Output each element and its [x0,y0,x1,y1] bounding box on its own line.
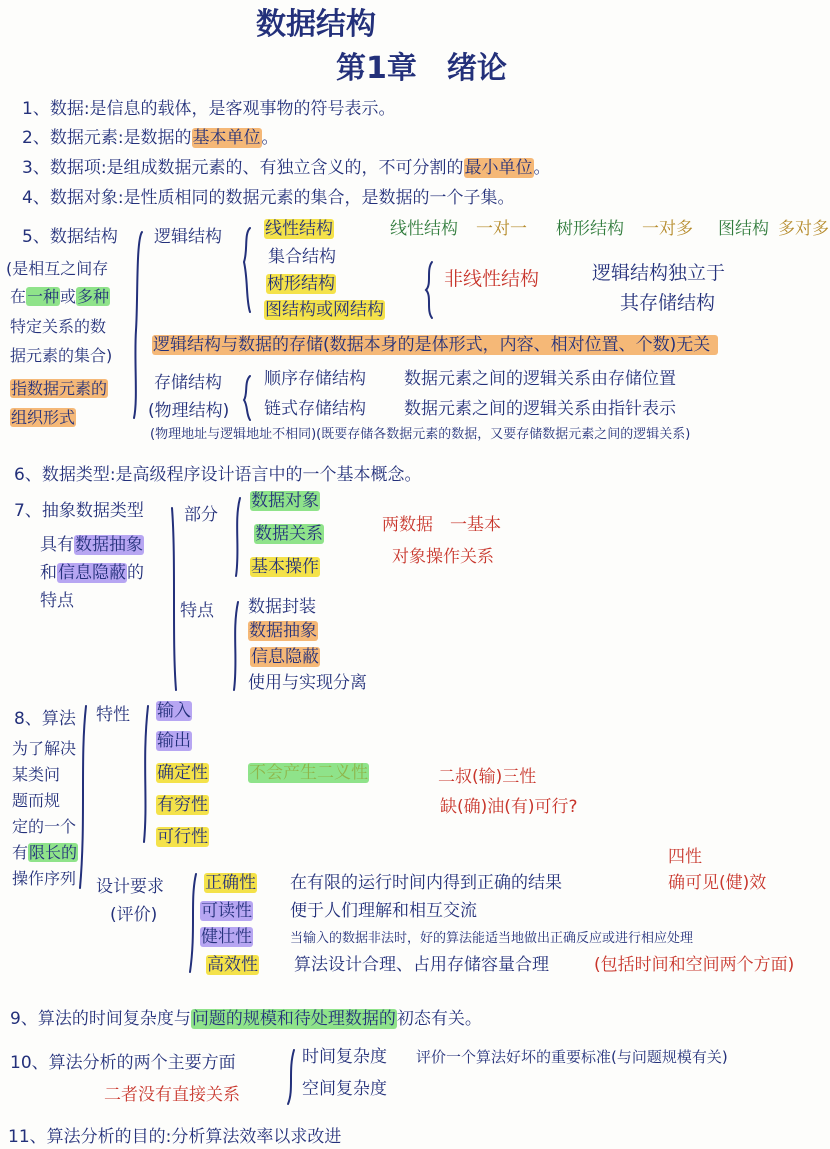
item-5-def-2c: 或 [60,287,77,306]
item-8-line-1: 8、算法 [14,709,76,729]
four-props: 四性 [668,847,702,867]
design-readable-hl: 可读性 [201,901,252,921]
item-7-desc-2a: 和 [40,563,57,583]
feature-item-abstract-hl: 数据抽象 [249,621,317,641]
sequential-storage-desc: 数据元素之间的逻辑关系由存储位置 [404,369,676,389]
item-3-end: 。 [533,158,551,178]
physical-structure: (物理结构) [148,401,230,421]
logic-item-graph-hl: 图结构或网结构 [265,300,384,320]
property-feasible-hl: 可行性 [157,827,208,847]
logic-structure: 逻辑结构 [154,227,222,247]
item-9-a: 9、算法的时间复杂度与 [10,1009,191,1029]
independent-note-2: 其存储结构 [620,292,716,314]
linked-storage-desc: 数据元素之间的逻辑关系由指针表示 [404,399,676,419]
item-9-c: 初态有关。 [396,1009,482,1029]
feature-item-separation: 使用与实现分离 [248,673,367,693]
design-evaluation: (评价) [110,905,158,925]
brace-item5-main [134,232,142,418]
relation-linear-value: 一对一 [476,219,527,239]
brace-design [190,874,196,972]
design-robust-desc: 当输入的数据非法时，好的算法能适当地做出正确反应或进行相应处理 [290,931,694,946]
brace-nonlinear [426,262,432,318]
page-title: 数据结构 [256,7,376,42]
brace-item10 [288,1050,294,1104]
brace-part [236,498,240,576]
item-5: 5、数据结构 [22,227,118,247]
item-5-def-5-hl: 指数据元素的 [11,379,108,398]
memo-object-ops: 对象操作关系 [392,547,494,567]
part-label: 部分 [184,505,218,525]
design-readable-desc: 便于人们理解和相互交流 [290,901,477,921]
part-item-relations-hl: 数据关系 [255,524,323,544]
relation-tree: 树形结构 [556,219,624,239]
memo-mnemonic: 缺(确)油(有)可行? [440,797,578,817]
design-requirements: 设计要求 [96,877,164,897]
item-8-line-6a: 有 [12,843,29,862]
item-9-b: 问题的规模和待处理数据的 [191,1009,396,1029]
item-5-def-6-hl: 组织形式 [11,408,76,427]
memo-three-props: 二叔(输)三性 [438,767,537,787]
item-8-line-4: 题而规 [12,791,61,810]
item-8-line-2: 为了解决 [12,739,77,758]
relation-linear: 线性结构 [390,219,458,239]
space-complexity: 空间复杂度 [302,1079,387,1099]
item-2-end: 。 [261,128,279,148]
logic-item-set: 集合结构 [268,247,336,267]
item-2-text: 2、数据元素:是数据的 [22,128,192,148]
storage-relation-hl: 逻辑结构与数据的存储(数据本身的是体形式，内容、相对位置、个数)无关 [152,335,718,355]
item-3-highlight: 最小单位 [464,158,533,178]
feature-label: 特点 [180,601,214,621]
brace-storage [244,376,250,420]
design-correct-desc: 在有限的运行时间内得到正确的结果 [290,873,562,893]
item-8-line-3: 某类问 [12,765,61,784]
item-1: 1、数据:是信息的载体，是客观事物的符号表示。 [22,99,396,119]
design-robust-hl: 健壮性 [201,927,252,947]
linked-storage: 链式存储结构 [264,399,366,419]
brace-property [144,706,148,842]
item-8-line-5: 定的一个 [12,817,77,836]
item-2-highlight: 基本单位 [192,128,261,148]
property-input-hl: 输入 [157,701,191,721]
nonlinear-label: 非线性结构 [444,268,540,290]
item-4: 4、数据对象:是性质相同的数据元素的集合，是数据的一个子集。 [22,188,515,208]
brace-logic [244,228,250,312]
design-efficient-note: (包括时间和空间两个方面) [594,955,795,975]
feature-item-hiding-hl: 信息隐蔽 [251,647,319,667]
brace-feature [234,602,238,690]
item-7-desc-1b: 数据抽象 [75,535,143,555]
relation-tree-value: 一对多 [642,219,693,239]
relation-graph-value: 多对多 [778,219,829,239]
item-6: 6、数据类型:是高级程序设计语言中的一个基本概念。 [14,465,422,485]
storage-note: (物理地址与逻辑地址不相同)(既要存储各数据元素的数据，又要存储数据元素之间的逻辑关系) [150,427,691,442]
item-7-desc-3: 特点 [40,591,74,611]
memo-two-data: 两数据 一基本 [382,515,501,535]
property-definite-hl: 确定性 [157,763,208,783]
design-correct-hl: 正确性 [205,873,256,893]
logic-item-tree-hl: 树形结构 [267,274,335,294]
item-7: 7、抽象数据类型 [14,501,144,521]
item-7-desc-1a: 具有 [40,535,74,555]
sequential-storage: 顺序存储结构 [264,369,366,389]
item-5-def-2d: 多种 [77,287,110,306]
storage-structure: 存储结构 [154,373,222,393]
item-10: 10、算法分析的两个主要方面 [10,1053,236,1073]
item-5-def-2b: 一种 [27,287,60,306]
no-ambiguity-hl: 不会产生二义性 [249,763,368,783]
feature-item-encap: 数据封装 [248,597,316,617]
time-complexity: 时间复杂度 [302,1047,387,1067]
item-3-text: 3、数据项:是组成数据元素的、有独立含义的，不可分割的 [22,158,464,178]
logic-item-linear-hl: 线性结构 [265,219,333,239]
part-item-objects-hl: 数据对象 [251,491,319,511]
item-7-desc-2b: 信息隐蔽 [58,563,126,583]
brace-item8 [80,706,86,888]
design-efficient-desc: 算法设计合理、占用存储容量合理 [294,955,549,975]
no-direct-relation: 二者没有直接关系 [104,1085,240,1105]
part-item-ops-hl: 基本操作 [251,557,319,577]
item-11: 11、算法分析的目的:分析算法效率以求改进 [8,1127,342,1147]
brace-item7 [172,508,176,690]
four-props-mnemonic: 确可见(健)效 [668,873,767,893]
item-8-line-7-text: 操作序列 [12,869,77,888]
time-complexity-desc: 评价一个算法好坏的重要标准(与问题规模有关) [416,1048,728,1066]
chapter-title: 第1章 绪论 [336,51,507,86]
relation-graph: 图结构 [718,219,769,239]
item-5-def-3: 特定关系的数 [10,317,107,336]
independent-note-1: 逻辑结构独立于 [592,262,726,284]
item-7-desc-2c: 的 [127,563,144,583]
property-label: 特性 [96,705,130,725]
item-5-def-2a: 在 [10,287,27,306]
item-5-def-4: 据元素的集合) [10,346,113,365]
design-efficient-hl: 高效性 [207,955,258,975]
item-5-def-1: (是相互之间存 [6,259,109,278]
item-8-line-6b: 限长的 [29,843,78,862]
property-finite-hl: 有穷性 [157,795,208,815]
property-output-hl: 输出 [157,731,191,751]
